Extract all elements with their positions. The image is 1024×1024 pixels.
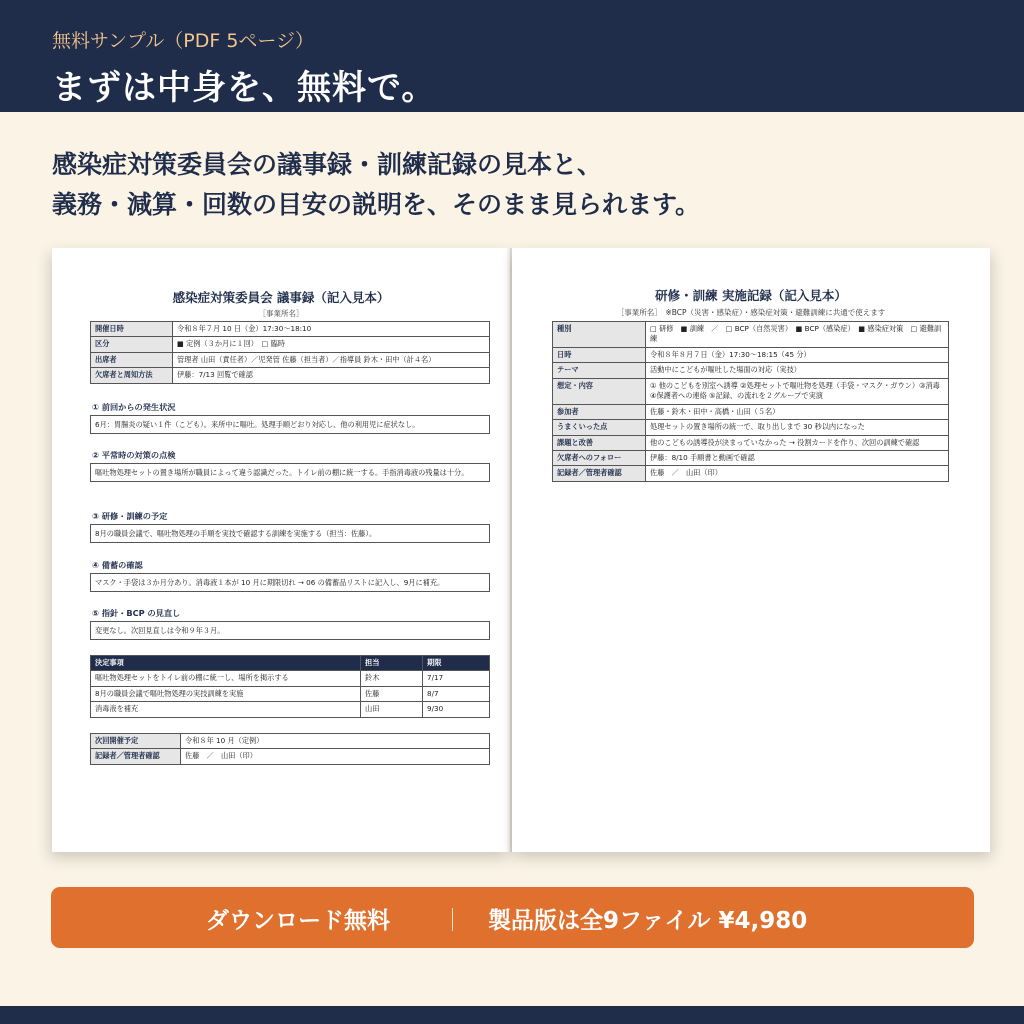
record-label: テーマ <box>553 363 646 378</box>
deadline-cell: 7/17 <box>423 671 490 686</box>
table-row <box>553 347 949 362</box>
table-row <box>553 363 949 378</box>
table-row <box>553 420 949 435</box>
table-row <box>553 450 949 465</box>
headline: まずは中身を、無料で。 <box>52 68 437 108</box>
info-value: ■ 定例（３か月に１回） □ 臨時 <box>173 337 490 352</box>
minutes-facility: ［事業所名］ <box>258 309 304 318</box>
deadline-cell: 8/7 <box>423 686 490 701</box>
table-row <box>91 686 490 701</box>
record-value: ① 他のこどもを別室へ誘導 ②処理セットで嘔吐物を処理（手袋・マスク・ガウン）③消毒 ④保護者への連絡 ⑤記録、の流れを２グループで実演 <box>646 378 949 404</box>
table-row <box>91 671 490 686</box>
record-label: うまくいった点 <box>553 420 646 435</box>
section-body: 8月の職員会議で、嘔吐物処理の手順を実技で確認する訓練を実施する（担当：佐藤）。 <box>90 524 490 543</box>
record-value: 活動中にこどもが嘔吐した場面の対応（実技） <box>646 363 949 378</box>
footer-label: 記録者／管理者確認 <box>91 749 181 764</box>
info-value: 令和８年７月 10 日（金）17:30〜18:10 <box>173 322 490 337</box>
column-header: 期限 <box>423 656 490 671</box>
table-row <box>91 368 490 383</box>
training-record-subtitle: ［事業所名］ ※BCP（災害・感染症）・感染症対策・避難訓練に共通で使えます <box>616 308 886 317</box>
owner-cell: 山田 <box>361 702 423 717</box>
section-heading: ② 平常時の対策の点検 <box>92 450 176 460</box>
info-label: 区分 <box>91 337 173 352</box>
column-header: 決定事項 <box>91 656 361 671</box>
decision-cell: 消毒液を補充 <box>91 702 361 717</box>
info-label: 欠席者と周知方法 <box>91 368 173 383</box>
info-value: 伊藤：7/13 回覧で確認 <box>173 368 490 383</box>
table-row <box>553 435 949 450</box>
info-label: 開催日時 <box>91 322 173 337</box>
column-header: 担当 <box>361 656 423 671</box>
footer-bar <box>0 1006 1024 1024</box>
record-label: 参加者 <box>553 404 646 419</box>
table-row <box>91 749 490 764</box>
footer-value: 令和８年 10 月（定例） <box>181 734 490 749</box>
decision-cell: 嘔吐物処理セットをトイレ前の棚に統一し、場所を掲示する <box>91 671 361 686</box>
product-price-label: 製品版は全9ファイル ¥4,980 <box>488 908 808 934</box>
training-record-sample-page <box>512 248 990 852</box>
record-label: 想定・内容 <box>553 378 646 404</box>
record-value: 令和８年８月７日（金）17:30〜18:15（45 分） <box>646 347 949 362</box>
table-row <box>553 466 949 481</box>
record-value: 他のこどもの誘導役が決まっていなかった → 役割カードを作り、次回の訓練で確認 <box>646 435 949 450</box>
section-heading: ④ 備蓄の確認 <box>92 560 143 570</box>
section-body: 嘔吐物処理セットの置き場所が職員によって違う認識だった。トイレ前の棚に統一する。手指消毒液の残量は十分。 <box>90 463 490 482</box>
owner-cell: 鈴木 <box>361 671 423 686</box>
table-row <box>91 352 490 367</box>
training-record-table <box>552 321 949 482</box>
deadline-cell: 9/30 <box>423 702 490 717</box>
record-label: 日時 <box>553 347 646 362</box>
table-row <box>553 322 949 348</box>
section-heading: ⑤ 指針・BCP の見直し <box>92 608 181 618</box>
minutes-sample-page <box>52 248 510 852</box>
owner-cell: 佐藤 <box>361 686 423 701</box>
decision-cell: 8月の職員会議で嘔吐物処理の実技訓練を実施 <box>91 686 361 701</box>
minutes-info-table <box>90 321 490 384</box>
minutes-title: 感染症対策委員会 議事録（記入見本） <box>172 290 390 305</box>
record-label: 記録者／管理者確認 <box>553 466 646 481</box>
training-record-title: 研修・訓練 実施記録（記入見本） <box>655 288 847 303</box>
section-body: 6月：胃腸炎の疑い１件（こども）。来所中に嘔吐。処理手順どおり対応し、他の利用児に症状なし。 <box>90 415 490 434</box>
table-row <box>553 404 949 419</box>
section-body: マスク・手袋は３か月分あり。消毒液１本が 10 月に期限切れ → 06 の備蓄品リストに記入し、9月に補充。 <box>90 573 490 592</box>
subhead-line-1: 感染症対策委員会の議事録・訓練記録の見本と、 <box>52 150 603 179</box>
footer-value: 佐藤 ／ 山田（印） <box>181 749 490 764</box>
download-free-label: ダウンロード無料 <box>206 908 390 934</box>
header-banner <box>0 0 1024 112</box>
section-heading: ① 前回からの発生状況 <box>92 402 176 412</box>
section-heading: ③ 研修・訓練の予定 <box>92 511 168 521</box>
record-label: 欠席者へのフォロー <box>553 450 646 465</box>
minutes-footer-table <box>90 733 490 765</box>
record-value: 伊藤：8/10 手順書と動画で確認 <box>646 450 949 465</box>
table-row <box>553 378 949 404</box>
record-value: 佐藤・鈴木・田中・高橋・山田（５名） <box>646 404 949 419</box>
decisions-table <box>90 655 490 718</box>
info-value: 管理者 山田（責任者）／児発管 佐藤（担当者）／指導員 鈴木・田中（計４名） <box>173 352 490 367</box>
eyebrow-text: 無料サンプル（PDF 5ページ） <box>52 30 315 52</box>
table-row <box>91 322 490 337</box>
record-value: □ 研修 ■ 訓練 ／ □ BCP（自然災害） ■ BCP（感染症） ■ 感染症対策 □ 避難訓練 <box>646 322 949 348</box>
download-cta-button[interactable] <box>51 887 974 948</box>
cta-separator: ｜ <box>441 908 464 934</box>
subhead-line-2: 義務・減算・回数の目安の説明を、そのまま見られます。 <box>52 190 701 219</box>
table-row <box>91 702 490 717</box>
table-header-row <box>91 656 490 671</box>
section-body: 変更なし。次回見直しは令和９年３月。 <box>90 621 490 640</box>
record-label: 課題と改善 <box>553 435 646 450</box>
table-row <box>91 734 490 749</box>
record-label: 種別 <box>553 322 646 348</box>
info-label: 出席者 <box>91 352 173 367</box>
record-value: 佐藤 ／ 山田（印） <box>646 466 949 481</box>
table-row <box>91 337 490 352</box>
footer-label: 次回開催予定 <box>91 734 181 749</box>
record-value: 処理セットの置き場所の統一で、取り出しまで 30 秒以内になった <box>646 420 949 435</box>
